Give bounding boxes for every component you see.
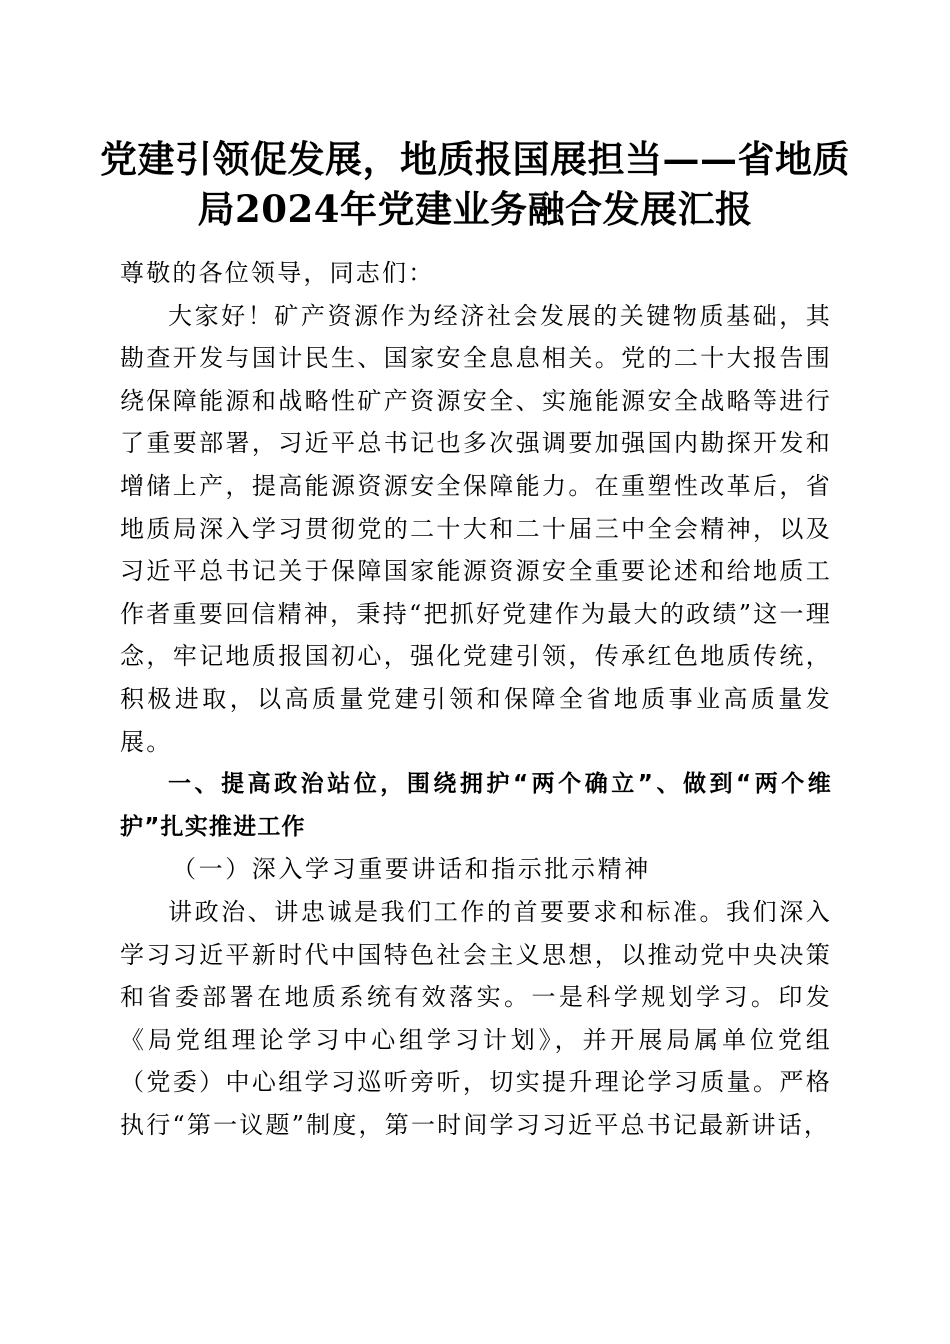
document-title: 党建引领促发展，地质报国展担当——省地质局2024年党建业务融合发展汇报: [100, 137, 850, 231]
intro-paragraph: 大家好！矿产资源作为经济社会发展的关键物质基础，其勘查开发与国计民生、国家安全息息相关。党的二十大报告围绕保障能源和战略性矿产资源安全、实施能源安全战略等进行了重要部署，习近平总书记也多次强调要加强国内勘探开发和增储上产，提高能源资源安全保障能力。在重塑性改革后，省地质局深入学习贯彻党的二十大和二十届三中全会精神，以及习近平总书记关于保障国家能源资源安全重要论述和给地质工作者重要回信精神，秉持“把抓好党建作为最大的政绩”这一理念，牢记地质报国初心，强化党建引领，传承红色地质传统，积极进取，以高质量党建引领和保障全省地质事业高质量发展。: [120, 301, 832, 756]
section-heading: 一、提高政治站位，围绕拥护“两个确立”、做到“两个维护”扎实推进工作: [120, 771, 832, 840]
body-paragraph: 讲政治、讲忠诚是我们工作的首要要求和标准。我们深入学习习近平新时代中国特色社会主义思想，以推动党中央决策和省委部署在地质系统有效落实。一是科学规划学习。印发《局党组理论学习中心组学习计划》，并开展局属单位党组（党委）中心组学习巡听旁听，切实提升理论学习质量。严格执行“第一议题”制度，第一时间学习习近平总书记最新讲话，: [120, 897, 832, 1139]
subsection-heading: （一）深入学习重要讲话和指示批示精神: [172, 855, 651, 884]
document-body: [120, 252, 832, 1146]
salutation: 尊敬的各位领导，同志们：: [120, 259, 435, 287]
